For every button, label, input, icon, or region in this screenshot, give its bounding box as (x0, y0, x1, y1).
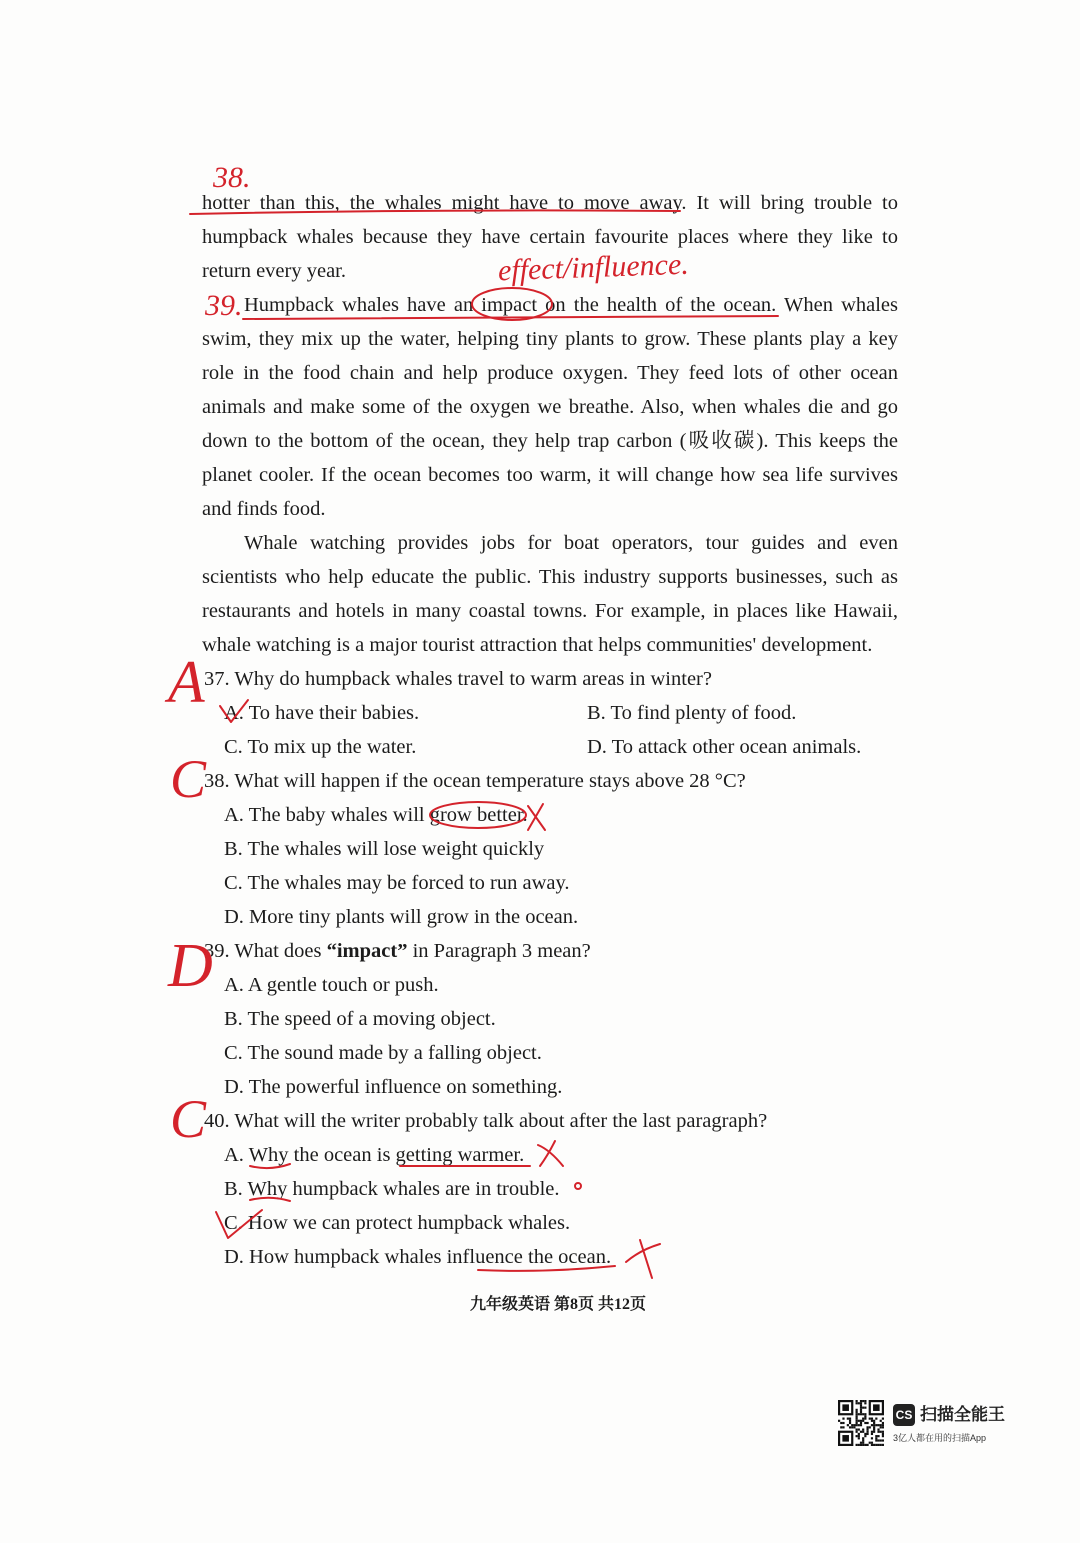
handwritten-answer-37: A (168, 649, 205, 715)
option-40-d: D. How humpback whales influence the ocean. (224, 1246, 612, 1268)
handwritten-note-39: 39. (205, 289, 243, 322)
question-39-stem-end: in Paragraph 3 mean? (407, 940, 591, 962)
option-39-d: D. The powerful influence on something. (224, 1076, 563, 1098)
passage-line: hotter than this, the whales might have to move away. It will bring trouble to (202, 192, 898, 214)
passage-line: whale watching is a major tourist attraction that helps communities' development. (202, 634, 873, 656)
option-38-c: C. The whales may be forced to run away. (224, 872, 570, 894)
question-40-stem: 40. What will the writer probably talk about after the last paragraph? (204, 1110, 768, 1132)
option-39-c: C. The sound made by a falling object. (224, 1042, 542, 1064)
question-37-options-row (202, 730, 898, 764)
passage-line: Humpback whales have an impact on the health of the ocean. When whales (244, 294, 898, 316)
option-37-d: D. To attack other ocean animals. (587, 736, 862, 758)
option-37-c: C. To mix up the water. (224, 736, 417, 758)
option-39-a: A. A gentle touch or push. (224, 974, 439, 996)
passage-line: swim, they mix up the water, helping tiny plants to grow. These plants play a key (202, 328, 898, 350)
question-38-stem: 38. What will happen if the ocean temperature stays above 28 °C? (204, 770, 746, 792)
question-37-options-row (202, 696, 898, 730)
option-40-c: C. How we can protect humpback whales. (224, 1212, 571, 1234)
question-39-keyword: “impact” (326, 940, 408, 962)
option-38-d: D. More tiny plants will grow in the ocean. (224, 906, 579, 928)
option-37-a: A. To have their babies. (224, 702, 420, 724)
question-39-stem (202, 934, 898, 968)
handwritten-note-38: 38. (213, 161, 251, 194)
passage-line: and finds food. (202, 498, 326, 520)
passage-line: Whale watching provides jobs for boat operators, tour guides and even (244, 532, 898, 554)
handwritten-answer-39: D (168, 932, 213, 1000)
option-40-b: B. Why humpback whales are in trouble. (224, 1178, 560, 1200)
option-39-b: B. The speed of a moving object. (224, 1008, 496, 1030)
handwritten-note-impact: effect/influence. (497, 247, 690, 288)
question-37-stem: 37. Why do humpback whales travel to warm areas in winter? (204, 668, 712, 690)
passage-line: role in the food chain and help produce oxygen. They feed lots of other ocean (202, 362, 898, 384)
scanner-app-name: 扫描全能王 (920, 1405, 1005, 1424)
passage-line: scientists who help educate the public. This industry supports businesses, such as (202, 566, 898, 588)
scanner-tagline: 3亿人都在用的扫描App (893, 1433, 987, 1443)
option-37-b: B. To find plenty of food. (587, 702, 797, 724)
question-39-stem-start: 39. What does (204, 940, 327, 962)
option-38-b: B. The whales will lose weight quickly (224, 838, 545, 860)
passage-line: planet cooler. If the ocean becomes too warm, it will change how sea life survives (202, 464, 898, 486)
passage-line: animals and make some of the oxygen we breathe. Also, when whales die and go (202, 396, 898, 418)
handwritten-answer-38: C (170, 749, 207, 809)
handwritten-answer-40: C (170, 1089, 207, 1149)
passage-line: down to the bottom of the ocean, they help trap carbon (吸收碳). This keeps the (202, 430, 898, 452)
passage-line: restaurants and hotels in many coastal towns. For example, in places like Hawaii, (202, 600, 898, 622)
page-footer: 九年级英语 第8页 共12页 (469, 1296, 646, 1313)
passage-line: return every year. (202, 260, 346, 282)
option-38-a: A. The baby whales will grow better. (224, 804, 528, 826)
passage-line: humpback whales because they have certain favourite places where they like to (202, 226, 898, 248)
option-40-a: A. Why the ocean is getting warmer. (224, 1144, 525, 1166)
scanner-logo: CS (893, 1404, 915, 1426)
qr-code (838, 1400, 884, 1446)
exam-content (202, 186, 898, 1274)
